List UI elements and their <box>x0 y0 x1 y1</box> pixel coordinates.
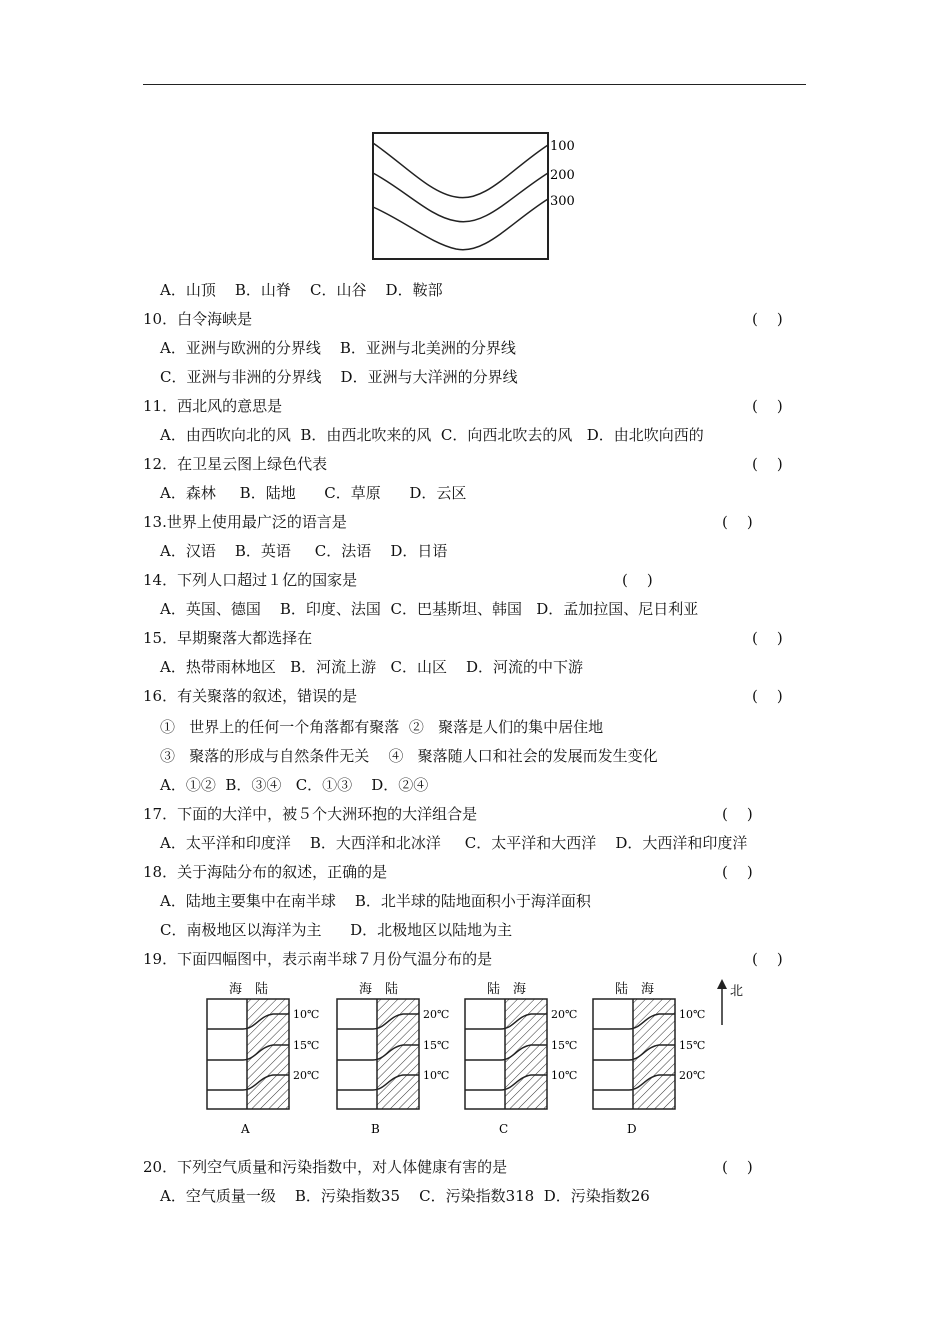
q13-answer-paren: ( ) <box>722 513 753 531</box>
q19-stem: 19．下面四幅图中，表示南半球７月份气温分布的是 <box>143 950 493 968</box>
q12-options: A．森林 B．陆地 C．草原 D．云区 <box>160 484 467 502</box>
temperature-figures <box>200 975 760 1140</box>
temp-label: 10℃ <box>293 1008 320 1021</box>
q11-answer-paren: ( ) <box>752 397 783 415</box>
right-label: 海 <box>641 982 655 997</box>
temp-panel-b <box>337 981 449 1136</box>
temp-label: 15℃ <box>679 1039 706 1052</box>
q12-answer-paren: ( ) <box>752 455 783 473</box>
left-label: 海 <box>229 982 243 997</box>
q19-answer-paren: ( ) <box>752 950 783 968</box>
left-label: 海 <box>359 982 373 997</box>
panel-caption: A <box>241 1122 250 1136</box>
temp-label: 20℃ <box>551 1008 578 1021</box>
contour-figure <box>360 125 590 265</box>
q20-options: A．空气质量一级 B．污染指数35 C．污染指数318 D．污染指数26 <box>160 1187 650 1205</box>
temp-label: 10℃ <box>679 1008 706 1021</box>
q14-options: A．英国、德国 B．印度、法国 C．巴基斯坦、韩国 D．孟加拉国、尼日利亚 <box>160 600 699 618</box>
temp-label: 20℃ <box>679 1069 706 1082</box>
header-rule <box>143 84 806 85</box>
contour-label-100: 100 <box>550 139 575 154</box>
panel-caption: C <box>499 1122 509 1136</box>
left-label: 陆 <box>615 982 629 997</box>
right-label: 陆 <box>255 982 269 997</box>
q10-options-2: C．亚洲与非洲的分界线 D．亚洲与大洋洲的分界线 <box>160 368 518 386</box>
q10-answer-paren: ( ) <box>752 310 783 328</box>
q11-options: A．由西吹向北的风 B．由西北吹来的风 C．向西北吹去的风 D．由北吹向西的 <box>160 426 704 444</box>
q15-answer-paren: ( ) <box>752 629 783 647</box>
panel-caption: D <box>627 1122 637 1136</box>
q20-stem: 20．下列空气质量和污染指数中，对人体健康有害的是 <box>143 1158 508 1176</box>
temp-panel-a <box>207 981 319 1136</box>
q17-answer-paren: ( ) <box>722 805 753 823</box>
q18-options-2: C．南极地区以海洋为主 D．北极地区以陆地为主 <box>160 921 513 939</box>
contour-label-300: 300 <box>550 194 575 209</box>
q16-statement-2: ③ 聚落的形成与自然条件无关 ④ 聚落随人口和社会的发展而发生变化 <box>160 747 658 765</box>
temp-label: 10℃ <box>551 1069 578 1082</box>
q10-stem: 10．白令海峡是 <box>143 310 253 328</box>
panel-caption: B <box>371 1122 380 1136</box>
north-label: 北 <box>730 984 744 999</box>
temp-panel-c <box>465 981 577 1136</box>
right-label: 陆 <box>385 982 399 997</box>
q13-options: A．汉语 B．英语 C．法语 D．日语 <box>160 542 448 560</box>
temp-panel-d <box>593 981 705 1136</box>
q16-answer-paren: ( ) <box>752 687 783 705</box>
temp-label: 20℃ <box>293 1069 320 1082</box>
q13-stem: 13.世界上使用最广泛的语言是 <box>143 513 347 531</box>
q12-stem: 12．在卫星云图上绿色代表 <box>143 455 328 473</box>
q9-options: A．山顶 B．山脊 C．山谷 D．鞍部 <box>160 281 443 299</box>
temp-label: 20℃ <box>423 1008 450 1021</box>
q15-stem: 15．早期聚落大都选择在 <box>143 629 313 647</box>
q17-stem: 17．下面的大洋中，被５个大洲环抱的大洋组合是 <box>143 805 478 823</box>
q16-statement-1: ① 世界上的任何一个角落都有聚落 ② 聚落是人们的集中居住地 <box>160 718 604 736</box>
left-label: 陆 <box>487 982 501 997</box>
q15-options: A．热带雨林地区 B．河流上游 C．山区 D．河流的中下游 <box>160 658 584 676</box>
q16-options: A．①② B．③④ C．①③ D．②④ <box>160 776 429 794</box>
q18-answer-paren: ( ) <box>722 863 753 881</box>
contour-label-200: 200 <box>550 168 575 183</box>
right-label: 海 <box>513 982 527 997</box>
q16-stem: 16．有关聚落的叙述，错误的是 <box>143 687 358 705</box>
q11-stem: 11．西北风的意思是 <box>143 397 283 415</box>
q18-stem: 18．关于海陆分布的叙述，正确的是 <box>143 863 388 881</box>
q17-options: A．太平洋和印度洋 B．大西洋和北冰洋 C．太平洋和大西洋 D．大西洋和印度洋 <box>160 834 748 852</box>
temp-label: 10℃ <box>423 1069 450 1082</box>
q14-stem: 14．下列人口超过１亿的国家是 <box>143 571 358 589</box>
q10-options-1: A．亚洲与欧洲的分界线 B．亚洲与北美洲的分界线 <box>160 339 516 357</box>
q20-answer-paren: ( ) <box>722 1158 753 1176</box>
q18-options-1: A．陆地主要集中在南半球 B．北半球的陆地面积小于海洋面积 <box>160 892 591 910</box>
temp-label: 15℃ <box>423 1039 450 1052</box>
temp-label: 15℃ <box>293 1039 320 1052</box>
q14-answer-paren: ( ) <box>622 571 653 589</box>
temp-label: 15℃ <box>551 1039 578 1052</box>
